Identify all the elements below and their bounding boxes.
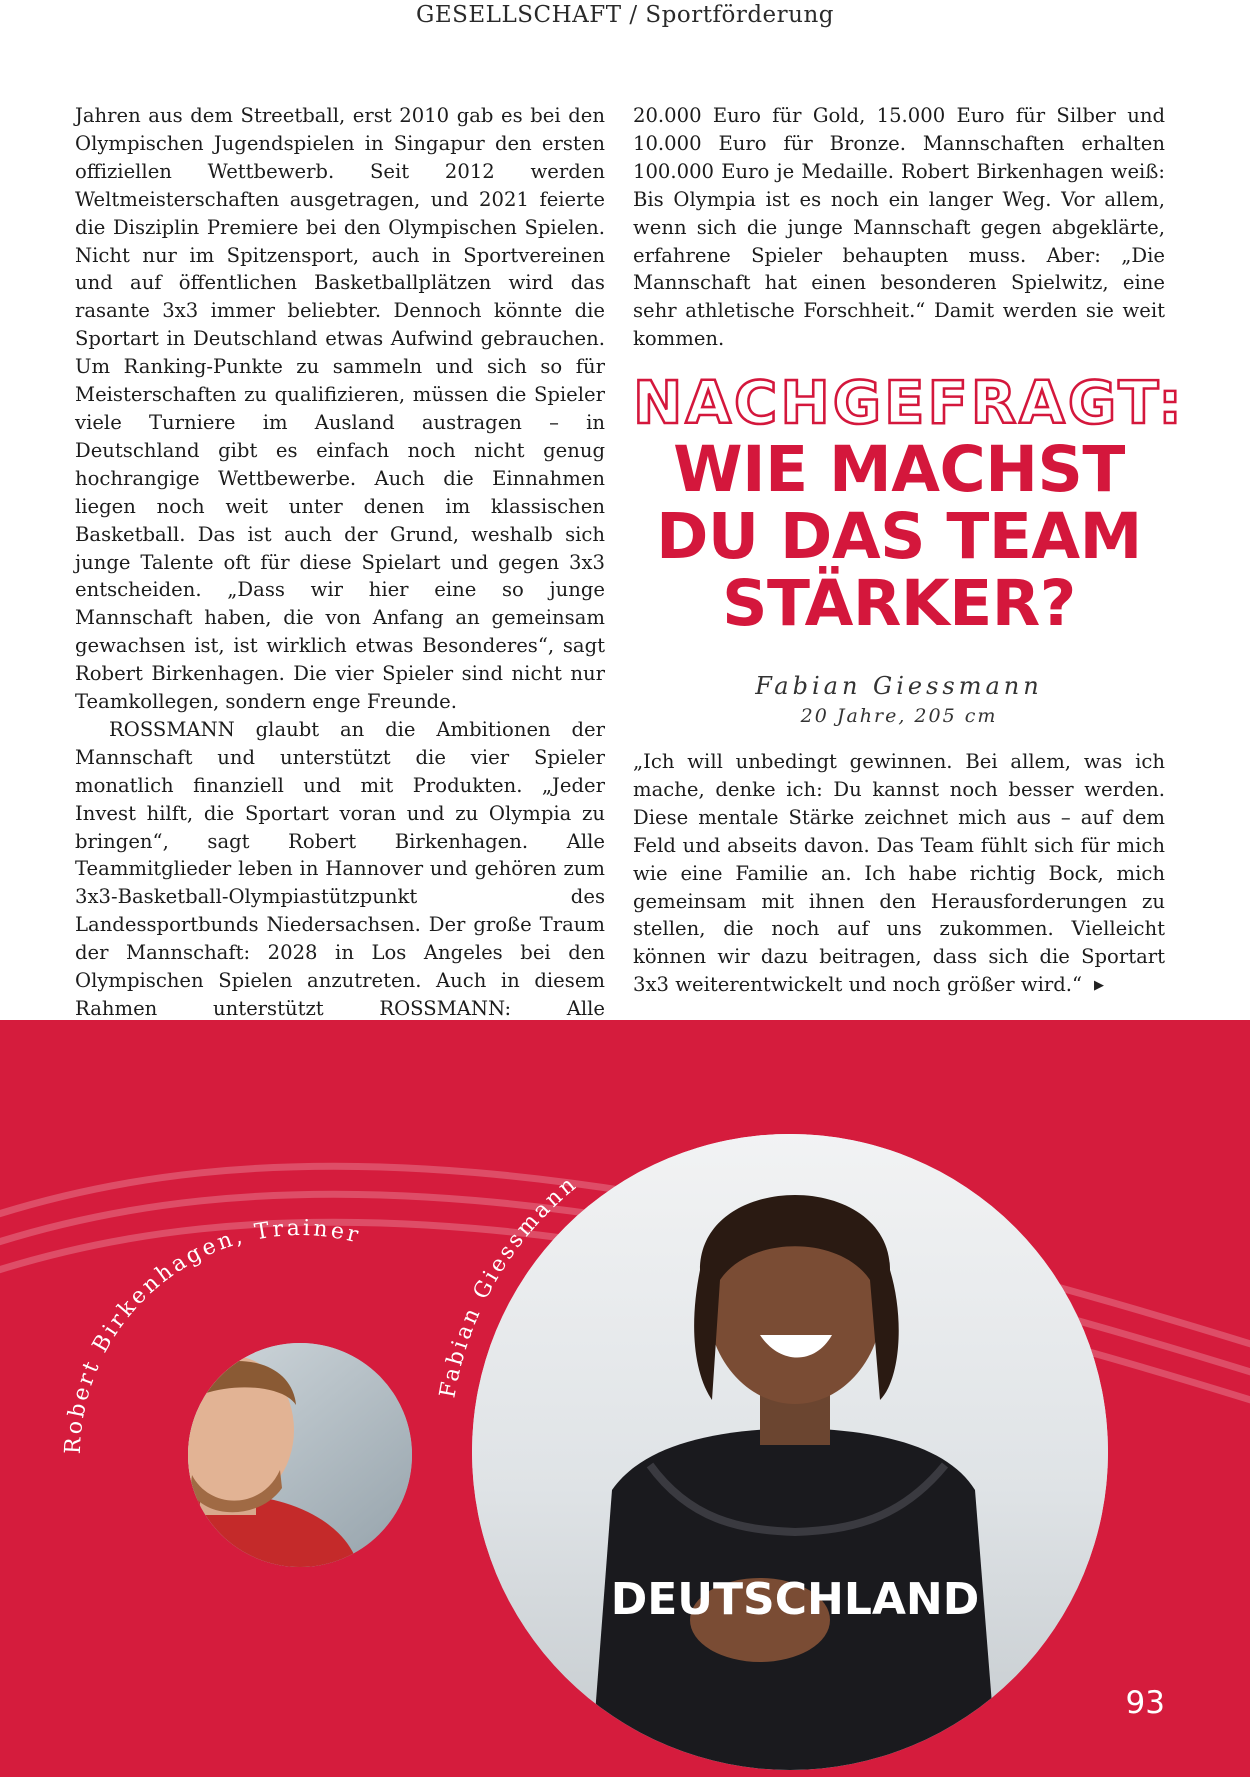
headline-line: DU DAS TEAM [656, 500, 1142, 573]
person-quote [633, 748, 1165, 1000]
headline-kicker: NACHGEFRAGT: [633, 368, 1185, 437]
article-paragraph: 20.000 Euro für Gold, 15.000 Euro für Silber und 10.000 Euro für Bronze. Mannschaften erhalten 100.000 Euro je Medaille. Robert Birkenhagen weiß: Bis Olympia ist es noch ein langer Weg. Vor allem, wenn sich die junge Mannschaft gegen abgeklärte, erfahrene Spieler behaupten muss. Aber: „Die Mannschaft hat einen besonderen Spielwitz, eine sehr athletische Forschheit.“ Damit werden sie weit kommen. [633, 104, 1165, 351]
page-number: 93 [1125, 1685, 1165, 1721]
article-paragraph: ROSSMANN glaubt an die Ambitionen der Mannschaft und unterstützt die vier Spieler monatlich finanziell und mit Produkten. „Jeder Invest hilft, die Sportart voran und zu Olympia zu bringen“, sagt Robert Birkenhagen. Alle Teammitglieder leben in Hannover und gehören zum 3x3-Basketball-Olympiastützpunkt des Landessportbunds Niedersachsen. Der große Traum der Mannschaft: 2028 in Los Angeles bei den Olympischen Spielen anzutreten. Auch in diesem Rahmen unterstützt ROSSMANN: Alle [75, 717, 605, 1020]
running-head: GESELLSCHAFT / Sportförderung [415, 2, 835, 28]
jersey-text: DEUTSCHLAND [610, 1574, 980, 1625]
photo-band-graphics [0, 1020, 1250, 1777]
article-paragraph: Jahren aus dem Streetball, erst 2010 gab es bei den Olympischen Jugendspielen in Singapur den ersten offiziellen Wettbewerb. Seit 2012 werden Weltmeisterschaften ausgetragen, und 2021 feierte die Disziplin Premiere bei den Olympischen Spielen. Nicht nur im Spitzensport, auch in Sportvereinen und auf öffentlichen Basketballplätzen wird das rasante 3x3 immer beliebter. Dennoch könnte die Sportart in Deutschland etwas Aufwind gebrauchen. Um Ranking-Punkte zu sammeln und sich so für Meisterschaften zu qualifizieren, müssen die Spieler viele Turniere im Ausland austragen – in Deutschland gibt es einfach noch nicht genug hochrangige Wettbewerbe. Auch die Einnahmen liegen noch weit unter denen im klassischen Basketball. Das ist auch der Grund, weshalb sich junge Talente oft für diese Spielart und gegen 3x3 entscheiden. „Dass wir hier eine so junge Mannschaft haben, die von Anfang an gemeinsam gewachsen ist, ist wirklich etwas Besonderes“, sagt Robert Birkenhagen. Die vier Spieler sind nicht nur Teamkollegen, sondern enge Freunde. [75, 104, 605, 714]
photo-band [0, 1020, 1250, 1777]
player-photo [470, 1130, 1110, 1777]
quote-text: „Ich will unbedingt gewinnen. Bei allem, was ich mache, denke ich: Du kannst noch besser werden. Diese mentale Stärke zeichnet mich aus – auf dem Feld und abseits davon. Das Team fühlt sich für mich wie eine Familie an. Ich habe richtig Bock, mich gemeinsam mit ihnen den Herausforderungen zu stellen, die noch auf uns zukommen. Vielleicht können wir dazu beitragen, dass sich die Sportart 3x3 weiterentwickelt und noch größer wird.“ [633, 750, 1165, 997]
interview-headline [633, 368, 1185, 640]
article-right-column [633, 102, 1165, 353]
coach-photo [100, 1320, 470, 1665]
person-name: Fabian Giessmann [755, 672, 1043, 700]
person-meta: 20 Jahre, 205 cm [800, 705, 998, 727]
continue-arrow-icon[interactable]: ▶ [1094, 977, 1105, 993]
article-left-column [75, 102, 605, 1079]
headline-line: WIE MACHST [673, 433, 1125, 506]
headline-line: STÄRKER? [722, 567, 1076, 640]
caption-player-text: Fabian Giessmann [435, 1170, 583, 1400]
caption-coach-text: Robert Birkenhagen, Trainer [60, 1215, 364, 1455]
